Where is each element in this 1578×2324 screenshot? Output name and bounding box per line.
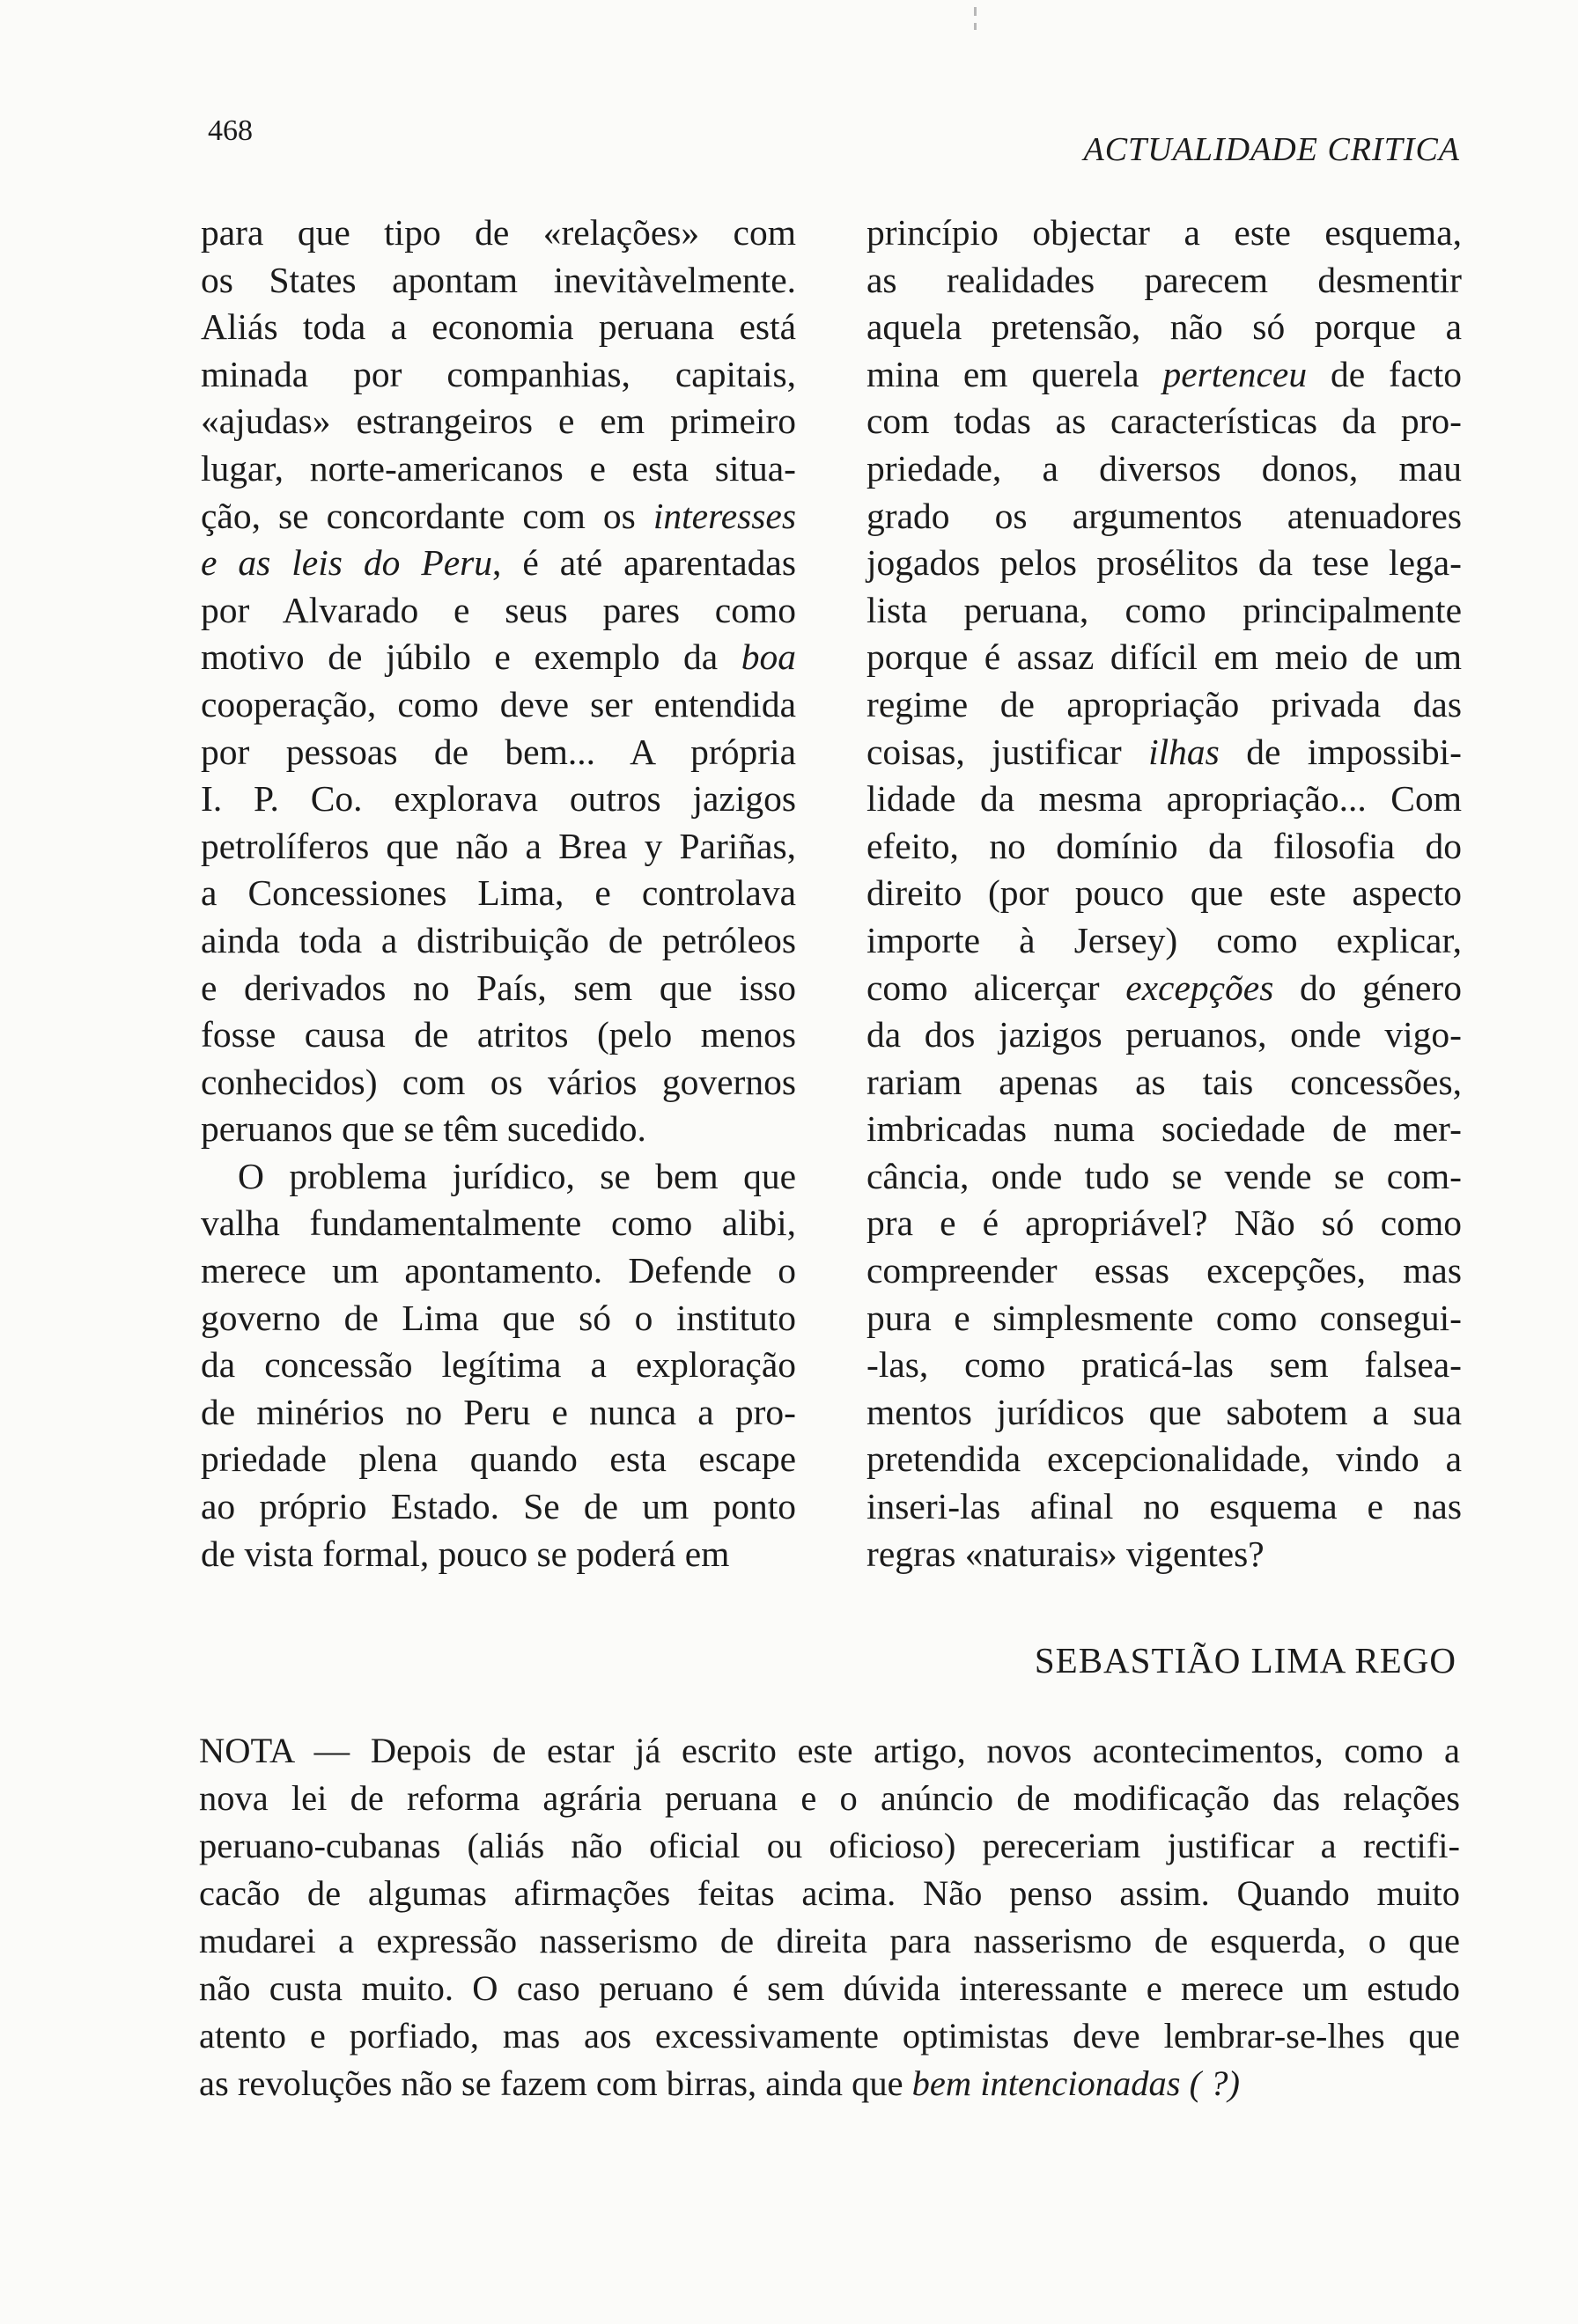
text-line: cooperação, como deve ser entendida	[201, 683, 796, 724]
text-line: princípio objectar a este esquema,	[866, 212, 1462, 253]
text-line: cância, onde tudo se vende se com-	[866, 1155, 1462, 1196]
left-column	[201, 210, 796, 1578]
text-line	[866, 351, 1462, 399]
text-line: imbricadas numa sociedade de mer-	[866, 1108, 1462, 1150]
text-line: governo de Lima que só o instituto	[201, 1297, 796, 1338]
text-line: lista peruana, como principalmente	[866, 589, 1462, 630]
text-line: direito (por pouco que este aspecto	[866, 872, 1462, 914]
text-segment: mina em querela	[866, 353, 1163, 394]
text-line: valha fundamentalmente como alibi,	[201, 1202, 796, 1244]
text-segment: como alicerçar	[866, 967, 1126, 1008]
text-line: fosse causa de atritos (pelo menos	[201, 1014, 796, 1055]
text-line: peruanos que se têm sucedido.	[201, 1108, 646, 1150]
text-line: da dos jazigos peruanos, onde vigo-	[866, 1014, 1462, 1055]
text-line: por Alvarado e seus pares como	[201, 589, 796, 630]
scan-mark	[974, 7, 977, 16]
text-segment: , é até aparentadas	[492, 542, 796, 584]
text-line: atento e porfiado, mas aos excessivamente optimistas deve lembrar-se-lhes que	[199, 2016, 1460, 2056]
text-line: conhecidos) com os vários governos	[201, 1061, 796, 1102]
text-line: pretendida excepcionalidade, vindo a	[866, 1438, 1462, 1480]
text-line: peruano-cubanas (aliás não oficial ou oficioso) pereceriam justificar a rectifi-	[199, 1826, 1460, 1865]
text-segment: de impossibi-	[1219, 731, 1462, 772]
text-line: -las, como praticá-las sem falsea-	[866, 1344, 1462, 1386]
text-segment: ção, se concordante com os	[201, 495, 653, 536]
text-segment: coisas, justificar	[866, 731, 1149, 772]
italic-text: bem intencionadas ( ?)	[911, 2063, 1240, 2103]
text-line: ao próprio Estado. Se de um ponto	[201, 1486, 796, 1527]
text-line: regras «naturais» vigentes?	[866, 1533, 1265, 1574]
text-line: pra e é apropriável? Não só como	[866, 1202, 1462, 1244]
text-line: minada por companhias, capitais,	[201, 353, 796, 394]
text-line	[199, 2060, 1460, 2107]
text-line: petrolíferos que não a Brea y Pariñas,	[201, 825, 796, 866]
text-line: por pessoas de bem... A própria	[201, 731, 796, 772]
text-line: priedade plena quando esta escape	[201, 1438, 796, 1480]
text-line: lidade da mesma apropriação... Com	[866, 778, 1462, 820]
text-line: mentos jurídicos que sabotem a sua	[866, 1391, 1462, 1432]
text-segment: do género	[1273, 967, 1462, 1008]
text-line: Aliás toda a economia peruana está	[201, 306, 796, 348]
italic-text: pertenceu	[1162, 353, 1308, 394]
text-line: O problema jurídico, se bem que	[238, 1155, 796, 1196]
scan-mark	[974, 23, 977, 30]
author-note	[199, 1727, 1460, 2107]
text-line: efeito, no domínio da filosofia do	[866, 825, 1462, 866]
text-line: inseri-las afinal no esquema e nas	[866, 1486, 1462, 1527]
text-line: os States apontam inevitàvelmente.	[201, 259, 796, 300]
text-line: e derivados no País, sem que isso	[201, 967, 796, 1008]
text-segment: motivo de júbilo e exemplo da	[201, 636, 741, 678]
text-line: mudarei a expressão nasserismo de direita para nasserismo de esquerda, o que	[199, 1921, 1460, 1960]
text-line	[866, 965, 1462, 1012]
text-line: merece um apontamento. Defende o	[201, 1250, 796, 1291]
italic-text: excepções	[1125, 967, 1274, 1008]
text-line: porque é assaz difícil em meio de um	[866, 636, 1462, 678]
text-line: ainda toda a distribuição de petróleos	[201, 919, 796, 960]
text-line: não custa muito. O caso peruano é sem dúvida interessante e merece um estudo	[199, 1968, 1460, 2008]
text-line	[201, 493, 796, 541]
italic-text: interesses	[653, 495, 796, 536]
italic-text: e as leis do Peru	[201, 542, 493, 584]
text-line: grado os argumentos atenuadores	[866, 495, 1462, 536]
right-column	[866, 210, 1462, 1578]
text-line: NOTA — Depois de estar já escrito este artigo, novos acontecimentos, como a	[199, 1731, 1460, 1770]
italic-text: ilhas	[1148, 731, 1220, 772]
text-line: I. P. Co. explorava outros jazigos	[201, 778, 796, 820]
italic-text: boa	[741, 636, 796, 678]
text-line: pura e simplesmente como consegui-	[866, 1297, 1462, 1338]
text-line: «ajudas» estrangeiros e em primeiro	[201, 401, 796, 442]
text-line: cacão de algumas afirmações feitas acima. Não penso assim. Quando muito	[199, 1873, 1460, 1913]
text-line: a Concessiones Lima, e controlava	[201, 872, 796, 914]
text-line: para que tipo de «relações» com	[201, 212, 796, 253]
text-segment: as revoluções não se fazem com birras, ainda que	[199, 2063, 912, 2103]
running-head: ACTUALIDADE CRITICA	[1083, 131, 1460, 168]
text-line	[866, 729, 1462, 776]
text-line: lugar, norte-americanos e esta situa-	[201, 447, 796, 489]
text-line: de vista formal, pouco se poderá em	[201, 1533, 730, 1574]
text-line: de minérios no Peru e nunca a pro-	[201, 1391, 796, 1432]
text-line: jogados pelos prosélitos da tese lega-	[866, 542, 1462, 584]
text-line: priedade, a diversos donos, mau	[866, 447, 1462, 489]
text-line: compreender essas excepções, mas	[866, 1250, 1462, 1291]
author-signature: SEBASTIÃO LIMA REGO	[1034, 1640, 1456, 1680]
text-line: com todas as características da pro-	[866, 401, 1462, 442]
text-line: rariam apenas as tais concessões,	[866, 1061, 1462, 1102]
text-line: nova lei de reforma agrária peruana e o anúncio de modificação das relações	[199, 1778, 1460, 1818]
text-line: importe à Jersey) como explicar,	[866, 919, 1462, 960]
text-line	[201, 634, 796, 681]
text-line: as realidades parecem desmentir	[866, 259, 1462, 300]
text-line	[201, 540, 796, 587]
text-line: regime de apropriação privada das	[866, 683, 1462, 724]
text-segment: de facto	[1307, 353, 1462, 394]
text-line: da concessão legítima a exploração	[201, 1344, 796, 1386]
page-number: 468	[208, 114, 253, 147]
text-line: aquela pretensão, não só porque a	[866, 306, 1462, 348]
